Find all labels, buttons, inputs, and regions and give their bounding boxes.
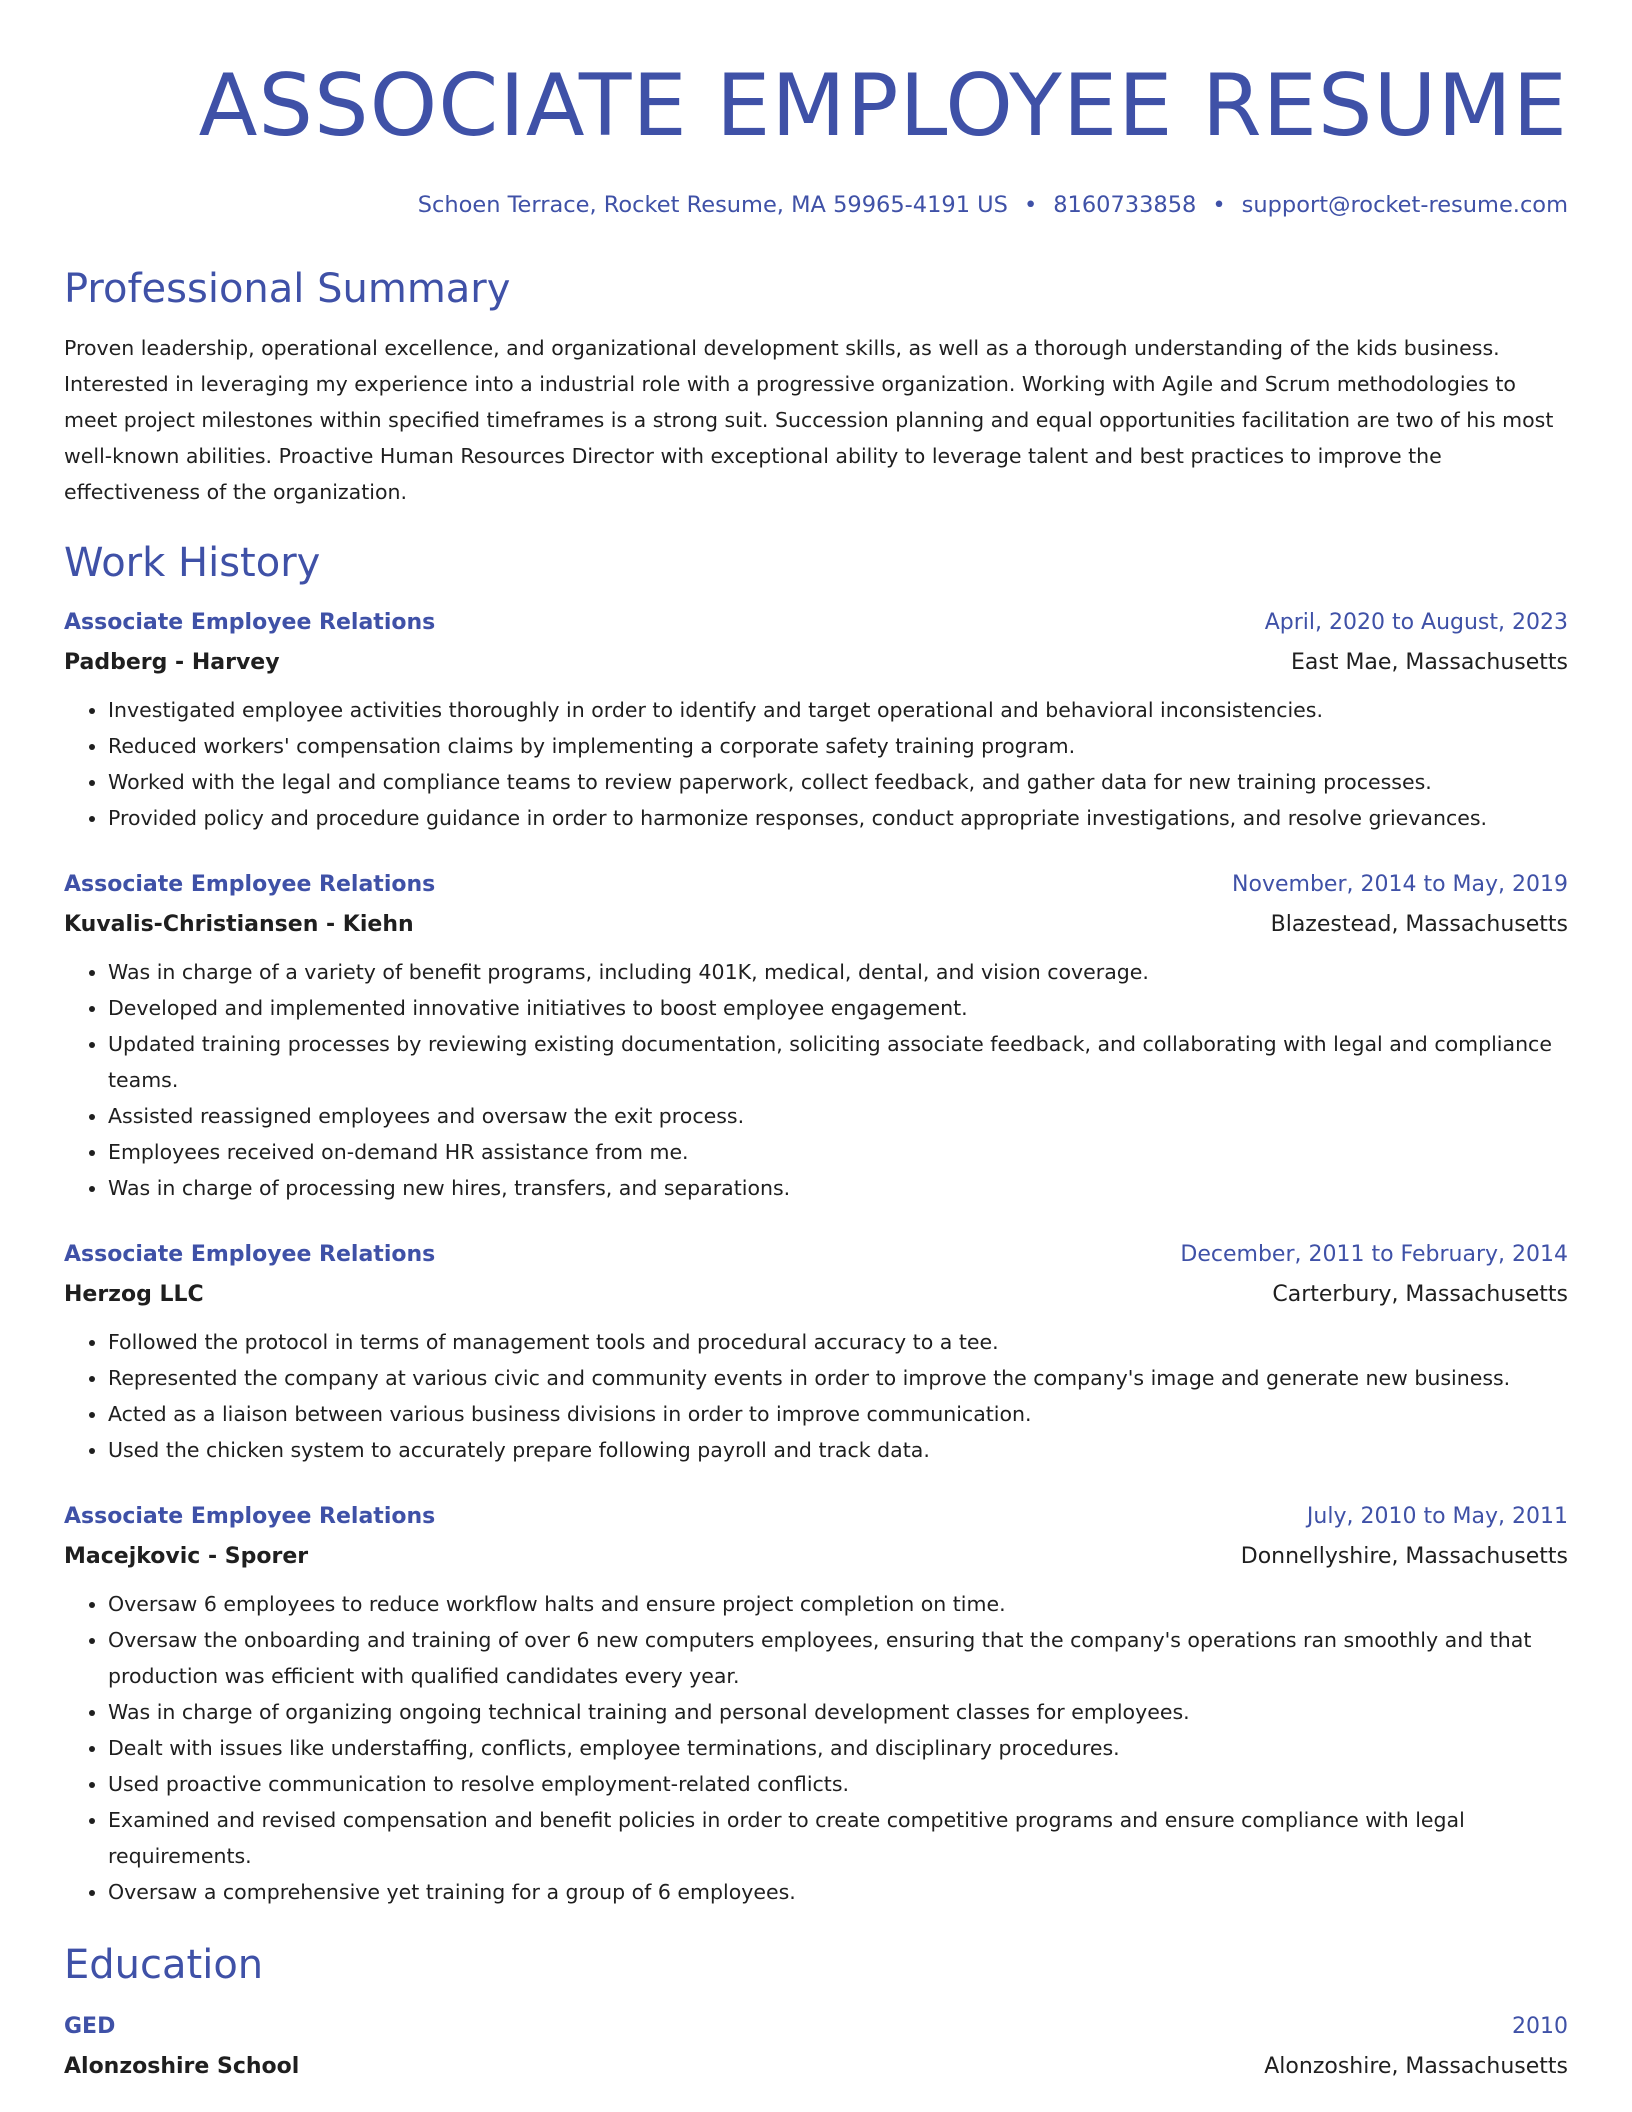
job-location: Carterbury, Massachusetts bbox=[1272, 1282, 1568, 1307]
job-company: Padberg - Harvey bbox=[64, 650, 280, 675]
job-dates: April, 2020 to August, 2023 bbox=[1264, 610, 1568, 635]
job-bullet: • Used proactive communication to resolve employment-related conflicts. bbox=[108, 1766, 1568, 1802]
job-bullet: • Worked with the legal and compliance teams to review paperwork, collect feedback, and gather data for new training processes. bbox=[108, 764, 1568, 800]
contact-address: Schoen Terrace, Rocket Resume, MA 59965-4191 US bbox=[417, 192, 1008, 218]
job-bullet: • Assisted reassigned employees and oversaw the exit process. bbox=[108, 1098, 1568, 1134]
job-bullets bbox=[64, 692, 1568, 836]
job-bullet: • Represented the company at various civic and community events in order to improve the company's image and generate new business. bbox=[108, 1360, 1568, 1396]
summary-heading: Professional Summary bbox=[64, 266, 511, 312]
job-company: Herzog LLC bbox=[64, 1282, 204, 1307]
job-location: East Mae, Massachusetts bbox=[1290, 650, 1568, 675]
job-entry bbox=[64, 1240, 1568, 1468]
job-bullet: • Acted as a liaison between various business divisions in order to improve communication. bbox=[108, 1396, 1568, 1432]
job-bullet: • Examined and revised compensation and benefit policies in order to create competitive programs and ensure compliance with legal requirements. bbox=[108, 1802, 1568, 1874]
job-bullet: • Employees received on-demand HR assistance from me. bbox=[108, 1134, 1568, 1170]
job-dates: December, 2011 to February, 2014 bbox=[1180, 1242, 1568, 1267]
job-bullet: • Developed and implemented innovative initiatives to boost employee engagement. bbox=[108, 990, 1568, 1026]
job-header-row bbox=[64, 608, 1568, 638]
job-dates: July, 2010 to May, 2011 bbox=[1306, 1504, 1568, 1529]
job-bullets bbox=[64, 1586, 1568, 1910]
job-header-row bbox=[64, 1240, 1568, 1270]
job-location: Blazestead, Massachusetts bbox=[1270, 912, 1568, 937]
job-bullets bbox=[64, 1324, 1568, 1468]
contact-line bbox=[64, 190, 1568, 220]
job-bullet: • Updated training processes by reviewing existing documentation, soliciting associate feedback, and collaborating with legal and compliance teams. bbox=[108, 1026, 1568, 1098]
education-heading: Education bbox=[64, 1942, 264, 1988]
job-entry bbox=[64, 870, 1568, 1206]
job-bullet: • Was in charge of organizing ongoing technical training and personal development classes for employees. bbox=[108, 1694, 1568, 1730]
job-bullet: • Oversaw the onboarding and training of over 6 new computers employees, ensuring that the company's operations ran smoothly and that production was efficient with qualified candidates every year. bbox=[108, 1622, 1568, 1694]
contact-email: support@rocket-resume.com bbox=[1241, 192, 1568, 218]
contact-phone: 8160733858 bbox=[1053, 192, 1197, 218]
education-degree: GED bbox=[64, 2014, 116, 2039]
job-bullets bbox=[64, 954, 1568, 1206]
resume-title: ASSOCIATE EMPLOYEE RESUME bbox=[198, 56, 1568, 156]
job-company: Kuvalis-Christiansen - Kiehn bbox=[64, 912, 414, 937]
education-header-row bbox=[64, 2012, 1568, 2042]
job-bullet: • Was in charge of processing new hires, transfers, and separations. bbox=[108, 1170, 1568, 1206]
resume-page bbox=[64, 0, 1568, 2082]
education-entry bbox=[64, 2012, 1568, 2082]
contact-separator: • bbox=[1212, 192, 1226, 218]
job-bullet: • Followed the protocol in terms of management tools and procedural accuracy to a tee. bbox=[108, 1324, 1568, 1360]
job-company-row bbox=[64, 1280, 1568, 1310]
job-role: Associate Employee Relations bbox=[64, 1504, 436, 1529]
job-bullet: • Investigated employee activities thoroughly in order to identify and target operational and behavioral inconsistencies. bbox=[108, 692, 1568, 728]
job-location: Donnellyshire, Massachusetts bbox=[1240, 1544, 1568, 1569]
job-dates: November, 2014 to May, 2019 bbox=[1232, 872, 1568, 897]
job-role: Associate Employee Relations bbox=[64, 1242, 436, 1267]
job-entry bbox=[64, 1502, 1568, 1910]
education-school-row bbox=[64, 2052, 1568, 2082]
job-header-row bbox=[64, 870, 1568, 900]
job-company-row bbox=[64, 1542, 1568, 1572]
job-entry bbox=[64, 608, 1568, 836]
job-bullet: • Was in charge of a variety of benefit programs, including 401K, medical, dental, and vision coverage. bbox=[108, 954, 1568, 990]
job-role: Associate Employee Relations bbox=[64, 610, 436, 635]
job-bullet: • Oversaw a comprehensive yet training for a group of 6 employees. bbox=[108, 1874, 1568, 1910]
job-bullet: • Dealt with issues like understaffing, conflicts, employee terminations, and disciplinary procedures. bbox=[108, 1730, 1568, 1766]
contact-separator: • bbox=[1023, 192, 1038, 218]
summary-text: Proven leadership, operational excellence, and organizational development skills, as well as a thorough understanding of the kids business. Interested in leveraging my experience into a industrial role with a progressive organization. Working with Agile and Scrum methodologies to meet project milestones within specified timeframes is a strong suit. Succession planning and equal opportunities facilitation are two of his most well-known abilities. Proactive Human Resources Director with exceptional ability to leverage talent and best practices to improve the effectiveness of the organization. bbox=[64, 336, 1554, 504]
job-company-row bbox=[64, 648, 1568, 678]
job-role: Associate Employee Relations bbox=[64, 872, 436, 897]
job-header-row bbox=[64, 1502, 1568, 1532]
job-company: Macejkovic - Sporer bbox=[64, 1544, 309, 1569]
job-bullet: • Used the chicken system to accurately prepare following payroll and track data. bbox=[108, 1432, 1568, 1468]
education-location: Alonzoshire, Massachusetts bbox=[1264, 2054, 1568, 2079]
job-company-row bbox=[64, 910, 1568, 940]
education-school: Alonzoshire School bbox=[64, 2054, 300, 2079]
job-bullet: • Oversaw 6 employees to reduce workflow halts and ensure project completion on time. bbox=[108, 1586, 1568, 1622]
job-bullet: • Reduced workers' compensation claims by implementing a corporate safety training program. bbox=[108, 728, 1568, 764]
education-year: 2010 bbox=[1512, 2014, 1568, 2039]
work-history-heading: Work History bbox=[64, 540, 321, 586]
job-bullet: • Provided policy and procedure guidance in order to harmonize responses, conduct appropriate investigations, and resolve grievances. bbox=[108, 800, 1568, 836]
